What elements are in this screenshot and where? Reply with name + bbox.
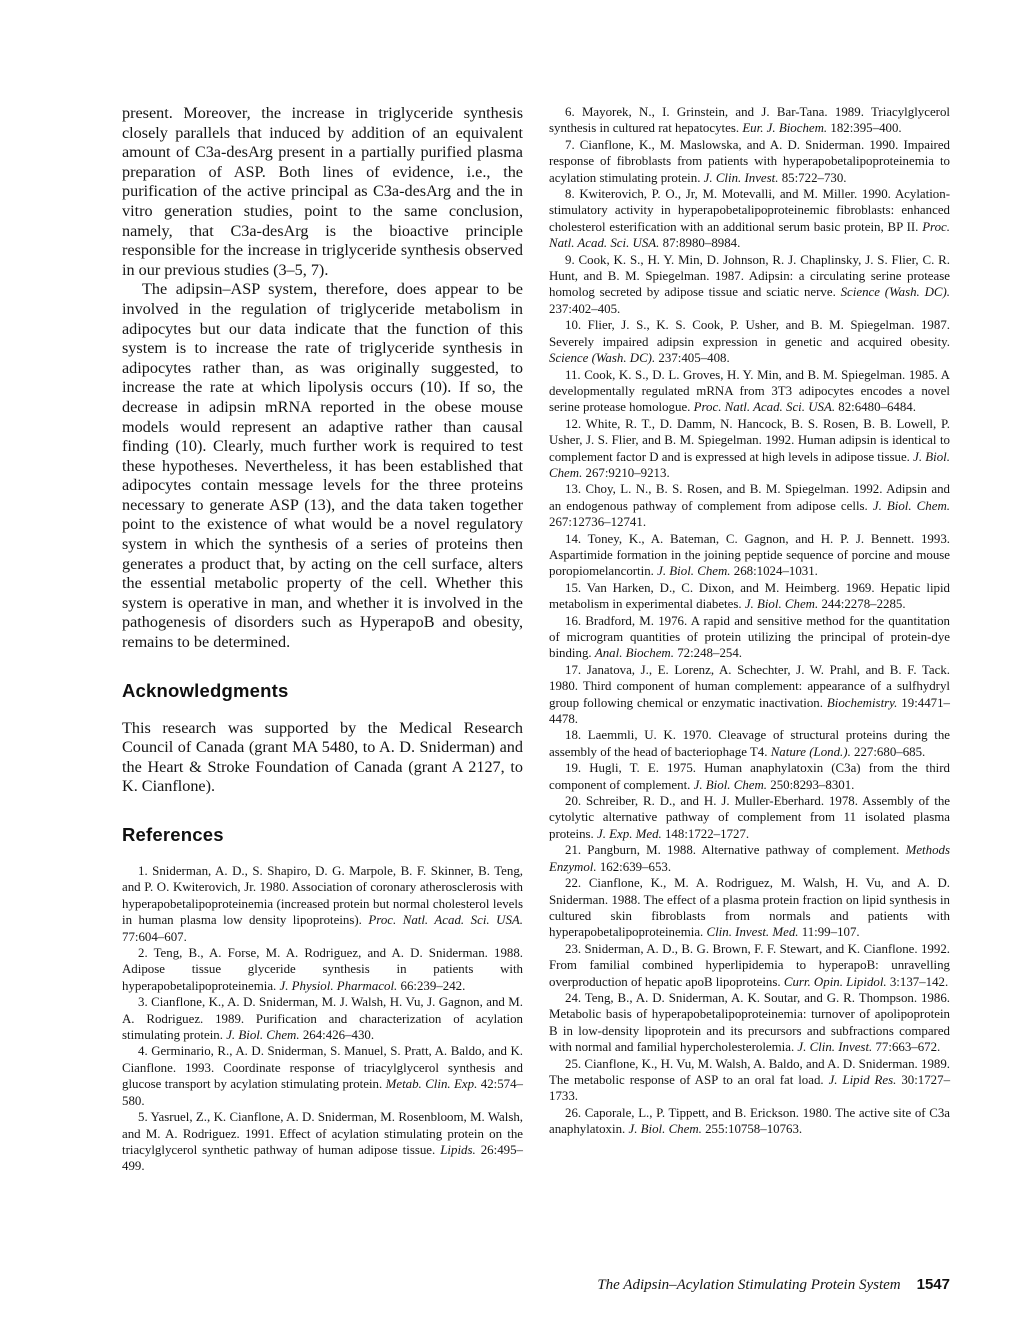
reference-item: 26. Caporale, L., P. Tippett, and B. Erickson. 1980. The active site of C3a anaphylatoxin. J. Biol. Chem. 255:10758–10763. [549,1105,950,1137]
reference-item: 17. Janatova, J., E. Lorenz, A. Schechter, J. W. Prahl, and B. F. Tack. 1980. Third component of human complement: appearance of a sulfhydryl group following chemical or enzymatic inactivation. Biochemistry. 19:4471–4478. [549,662,950,727]
reference-item: 1. Sniderman, A. D., S. Shapiro, D. G. Marpole, B. F. Skinner, B. Teng, and P. O. Kwiterovich, Jr. 1980. Association of coronary atherosclerosis with hyperapobetalipoproteinemia (increased protein but normal cholesterol levels in human plasma low density lipoproteins). Proc. Natl. Acad. Sci. USA. 77:604–607. [122,864,524,944]
reference-item: 4. Germinario, R., A. D. Sniderman, S. Manuel, S. Pratt, A. Baldo, and K. Cianflone. 1993. Coordinate response of triacylglycerol synthesis and glucose transport by acylation stimulating protein. Metab. Clin. Exp. 42:574–580. [122,1044,524,1108]
reference-item: 13. Choy, L. N., B. S. Rosen, and B. M. Spiegelman. 1992. Adipsin and an endogenous pathway of complement from adipose cells. J. Biol. Chem. 267:12736–12741. [549,482,950,530]
reference-item: 10. Flier, J. S., K. S. Cook, P. Usher, and B. M. Spiegelman. 1987. Severely impaired adipsin expression in genetic and acquired obesity. Science (Wash. DC). 237:405–408. [549,318,950,366]
left-column [122,104,523,1175]
reference-item: 15. Van Harken, D., C. Dixon, and M. Heimberg. 1969. Hepatic lipid metabolism in experimental diabetes. J. Biol. Chem. 244:2278–2285. [549,580,950,612]
reference-item: 16. Bradford, M. 1976. A rapid and sensitive method for the quantitation of microgram quantities of protein utilizing the principal of protein-dye binding. Anal. Biochem. 72:248–254. [549,613,950,661]
reference-item: 12. White, R. T., D. Damm, N. Hancock, B. S. Rosen, B. B. Lowell, P. Usher, J. S. Flier, and B. M. Spiegelman. 1992. Human adipsin is identical to complement factor D and is expressed at high levels in adipose tissue. J. Biol. Chem. 267:9210–9213. [549,416,950,480]
reference-item: 5. Yasruel, Z., K. Cianflone, A. D. Sniderman, M. Rosenbloom, M. Walsh, and M. A. Rodriguez. 1991. Effect of acylation stimulating protein on the triacylglycerol synthetic pathway of human adipose tissue. Lipids. 26:495–499. [122,1110,523,1174]
right-column [549,104,950,1138]
reference-item: 22. Cianflone, K., M. A. Rodriguez, M. Walsh, H. Vu, and A. D. Sniderman. 1988. The effect of a plasma protein fraction on lipid synthesis in cultured skin fibroblasts from normals and patients with hyperapobetalipoproteinemia. Clin. Invest. Med. 11:99–107. [549,876,950,940]
discussion-text [122,104,523,653]
reference-item: 11. Cook, K. S., D. L. Groves, H. Y. Min, and B. M. Spiegelman. 1985. A developmentally regulated mRNA from 3T3 adipocytes encodes a novel serine protease homologue. Proc. Natl. Acad. Sci. USA. 82:6480–6484. [549,367,950,415]
reference-item: 14. Toney, K., A. Bateman, C. Gagnon, and H. P. J. Bennett. 1993. Aspartimide formation in the joining peptide sequence of porcine and mouse poropiomelancortin. J. Biol. Chem. 268:1024–1031. [549,531,950,579]
reference-item: 8. Kwiterovich, P. O., Jr, M. Motevalli, and M. Miller. 1990. Acylation-stimulatory activity in hyperapobetalipoproteinemic fibroblasts: enhanced cholesterol esterification with an additional serum basic protein, BP II. Proc. Natl. Acad. Sci. USA. 87:8980–8984. [549,187,950,251]
page-number: 1547 [916,1276,950,1293]
reference-item: 24. Teng, B., A. D. Sniderman, A. K. Soutar, and G. R. Thompson. 1986. Metabolic basis of hyperapobetalipoproteinemia: turnover of apolipoprotein B in low-density lipoprotein and its precursors and subfractions compared with normal and familial hypercholesterolemia. J. Clin. Invest. 77:663–672. [549,990,950,1055]
acknowledgments-text: This research was supported by the Medical Research Council of Canada (grant MA 5480, to A. D. Sniderman) and the Heart & Stroke Foundation of Canada (grant A 2127, to K. Cianflone). [122,718,523,796]
references-heading: References [122,824,224,845]
reference-item: 2. Teng, B., A. Forse, M. A. Rodriguez, and A. D. Sniderman. 1988. Adipose tissue glyceride synthesis in patients with hyperapobetalipoproteinemia. J. Physiol. Pharmacol. 66:239–242. [122,946,523,993]
reference-item: 25. Cianflone, K., H. Vu, M. Walsh, A. Baldo, and A. D. Sniderman. 1989. The metabolic response of ASP to an oral fat load. J. Lipid Res. 30:1727–1733. [549,1056,951,1104]
reference-item: 19. Hugli, T. E. 1975. Human anaphylatoxin (C3a) from the third component of complement. J. Biol. Chem. 250:8293–8301. [549,761,950,792]
reference-item: 9. Cook, K. S., H. Y. Min, D. Johnson, R. J. Chaplinsky, J. S. Flier, C. R. Hunt, and B. M. Spiegelman. 1987. Adipsin: a circulating serine protease homolog secreted by adipose tissue and sciatic nerve. Science (Wash. DC). 237:402–405. [549,252,950,316]
body-paragraph: The adipsin–ASP system, therefore, does appear to be involved in the regulation of triglyceride metabolism in adipocytes but our data indicate that the function of this system is to increase the rate of triglyceride synthesis in adipocytes rather than, as was originally suggested, to increase the rate at which lipolysis occurs (10). If so, the decrease in adipsin mRNA reported in the obese mouse models would represent an adaptive rather than causal finding (10). Clearly, much further work is required to test these hypotheses. Nevertheless, it has been established that adipocytes contain message levels for the three proteins necessary to generate ASP (13), and the data taken together point to the existence of what would be a novel regulatory system in which the synthesis of a series of proteins then generates a product that, by acting on the cell surface, alters the essential metabolic property of the cell. Whether this system is operative in man, and whether it is involved in the pathogenesis of disorders such as HyperapoB and obesity, remains to be determined. [122,280,523,652]
references-list-left [122,863,523,1175]
reference-item: 6. Mayorek, N., I. Grinstein, and J. Bar-Tana. 1989. Triacylglycerol synthesis in cultured rat hepatocytes. Eur. J. Biochem. 182:395–400. [549,105,950,136]
reference-item: 7. Cianflone, K., M. Maslowska, and A. D. Sniderman. 1990. Impaired response of fibroblasts from patients with hyperapobetalipoproteinemia to acylation stimulating protein. J. Clin. Invest. 85:722–730. [549,137,950,185]
reference-item: 3. Cianflone, K., A. D. Sniderman, M. J. Walsh, H. Vu, J. Gagnon, and M. A. Rodriguez. 1989. Purification and characterization of acylation stimulating protein. J. Biol. Chem. 264:426–430. [122,995,523,1043]
reference-item: 21. Pangburn, M. 1988. Alternative pathway of complement. Methods Enzymol. 162:639–653. [549,843,950,874]
reference-item: 20. Schreiber, R. D., and H. J. Muller-Eberhard. 1978. Assembly of the cytolytic alternative pathway of complement from 11 isolated plasma proteins. J. Exp. Med. 148:1722–1727. [549,794,950,841]
running-title: The Adipsin–Acylation Stimulating Protein System [597,1277,901,1293]
reference-item: 18. Laemmli, U. K. 1970. Cleavage of structural proteins during the assembly of the head of bacteriophage T4. Nature (Lond.). 227:680–685. [549,728,950,759]
acknowledgments-heading: Acknowledgments [122,679,289,701]
body-paragraph: present. Moreover, the increase in triglyceride synthesis closely parallels that induced by addition of an equivalent amount of C3a-desArg present in a partially purified plasma preparation of ASP. Both lines of evidence, i.e., the purification of the active principal as C3a-desArg and the in vitro generation studies, point to the same conclusion, namely, that C3a-desArg is the bioactive principle responsible for the increase in triglyceride synthesis observed in our previous studies (3–5, 7). [122,104,523,279]
page-footer [549,1276,950,1294]
references-list-right [549,104,950,1138]
reference-item: 23. Sniderman, A. D., B. G. Brown, F. F. Stewart, and K. Cianflone. 1992. From familial combined hyperlipidemia to hyperapoB: unravelling overproduction of hepatic apoB lipoproteins. Curr. Opin. Lipidol. 3:137–142. [549,941,950,989]
